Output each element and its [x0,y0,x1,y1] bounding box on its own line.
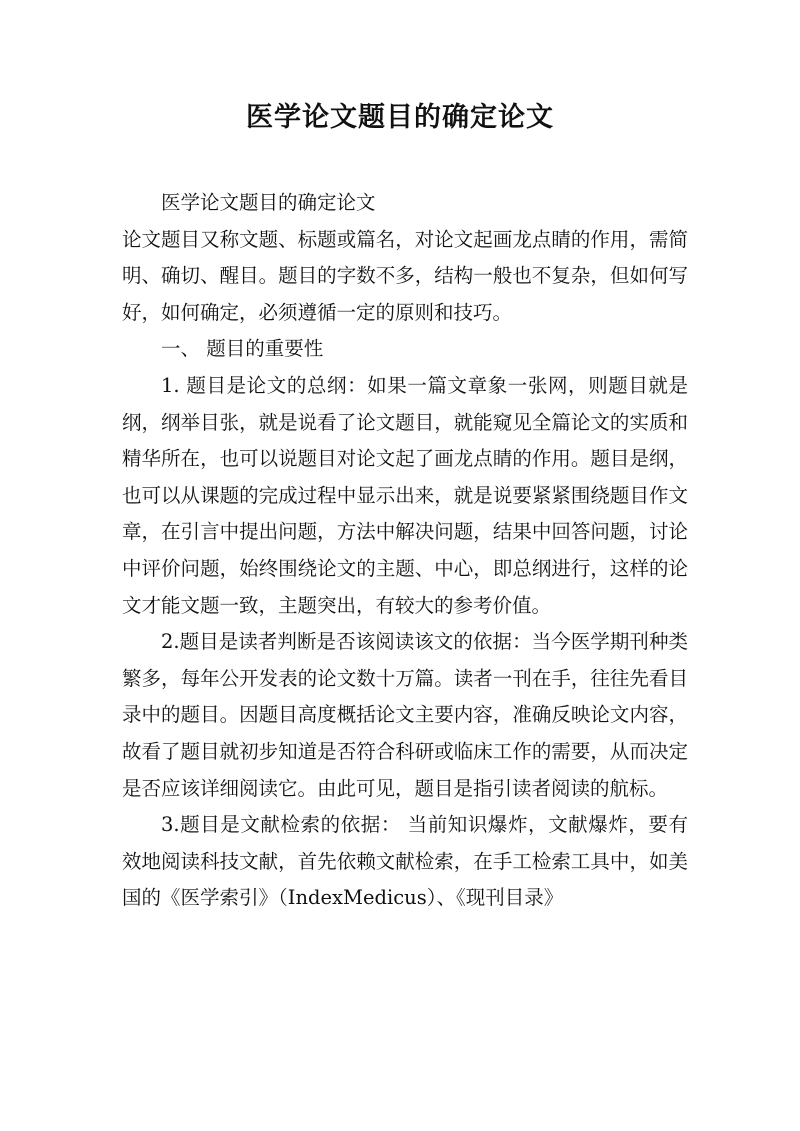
paragraph-point-3: 3.题目是文献检索的依据： 当前知识爆炸，文献爆炸，要有效地阅读科技文献，首先依赖文献检索，在手工检索工具中，如美国的《医学索引》（IndexMedicus）、《现刊目录》 [122,813,688,910]
paragraph-point-2: 2.题目是读者判断是否该阅读该文的依据：当今医学期刊种类繁多，每年公开发表的论文数十万篇。读者一刊在手，往往先看目录中的题目。因题目高度概括论文主要内容，准确反映论文内容，故看了题目就初步知道是否符合科研或临床工作的需要，从而决定是否应该详细阅读它。由此可见，题目是指引读者阅读的航标。 [122,630,688,800]
document-body [122,185,688,917]
paragraph-intro: 论文题目又称文题、标题或篇名，对论文起画龙点睛的作用，需简明、确切、醒目。题目的字数不多，结构一般也不复杂，但如何写好，如何确定，必须遵循一定的原则和技巧。 [122,227,688,324]
document-title: 医学论文题目的确定论文 [246,102,554,133]
section-heading: 一、 题目的重要性 [161,337,324,361]
paragraph-heading: 医学论文题目的确定论文 [161,191,376,214]
paragraph-point-1: 1. 题目是论文的总纲：如果一篇文章象一张网，则题目就是纲，纲举目张，就是说看了论文题目，就能窥见全篇论文的实质和精华所在，也可以说题目对论文起了画龙点睛的作用。题目是纲，也可以从课题的完成过程中显示出来，就是说要紧紧围绕题目作文章，在引言中提出问题，方法中解决问题，结果中回答问题，讨论中评价问题，始终围绕论文的主题、中心，即总纲进行，这样的论文才能文题一致，主题突出，有较大的参考价值。 [122,373,688,617]
